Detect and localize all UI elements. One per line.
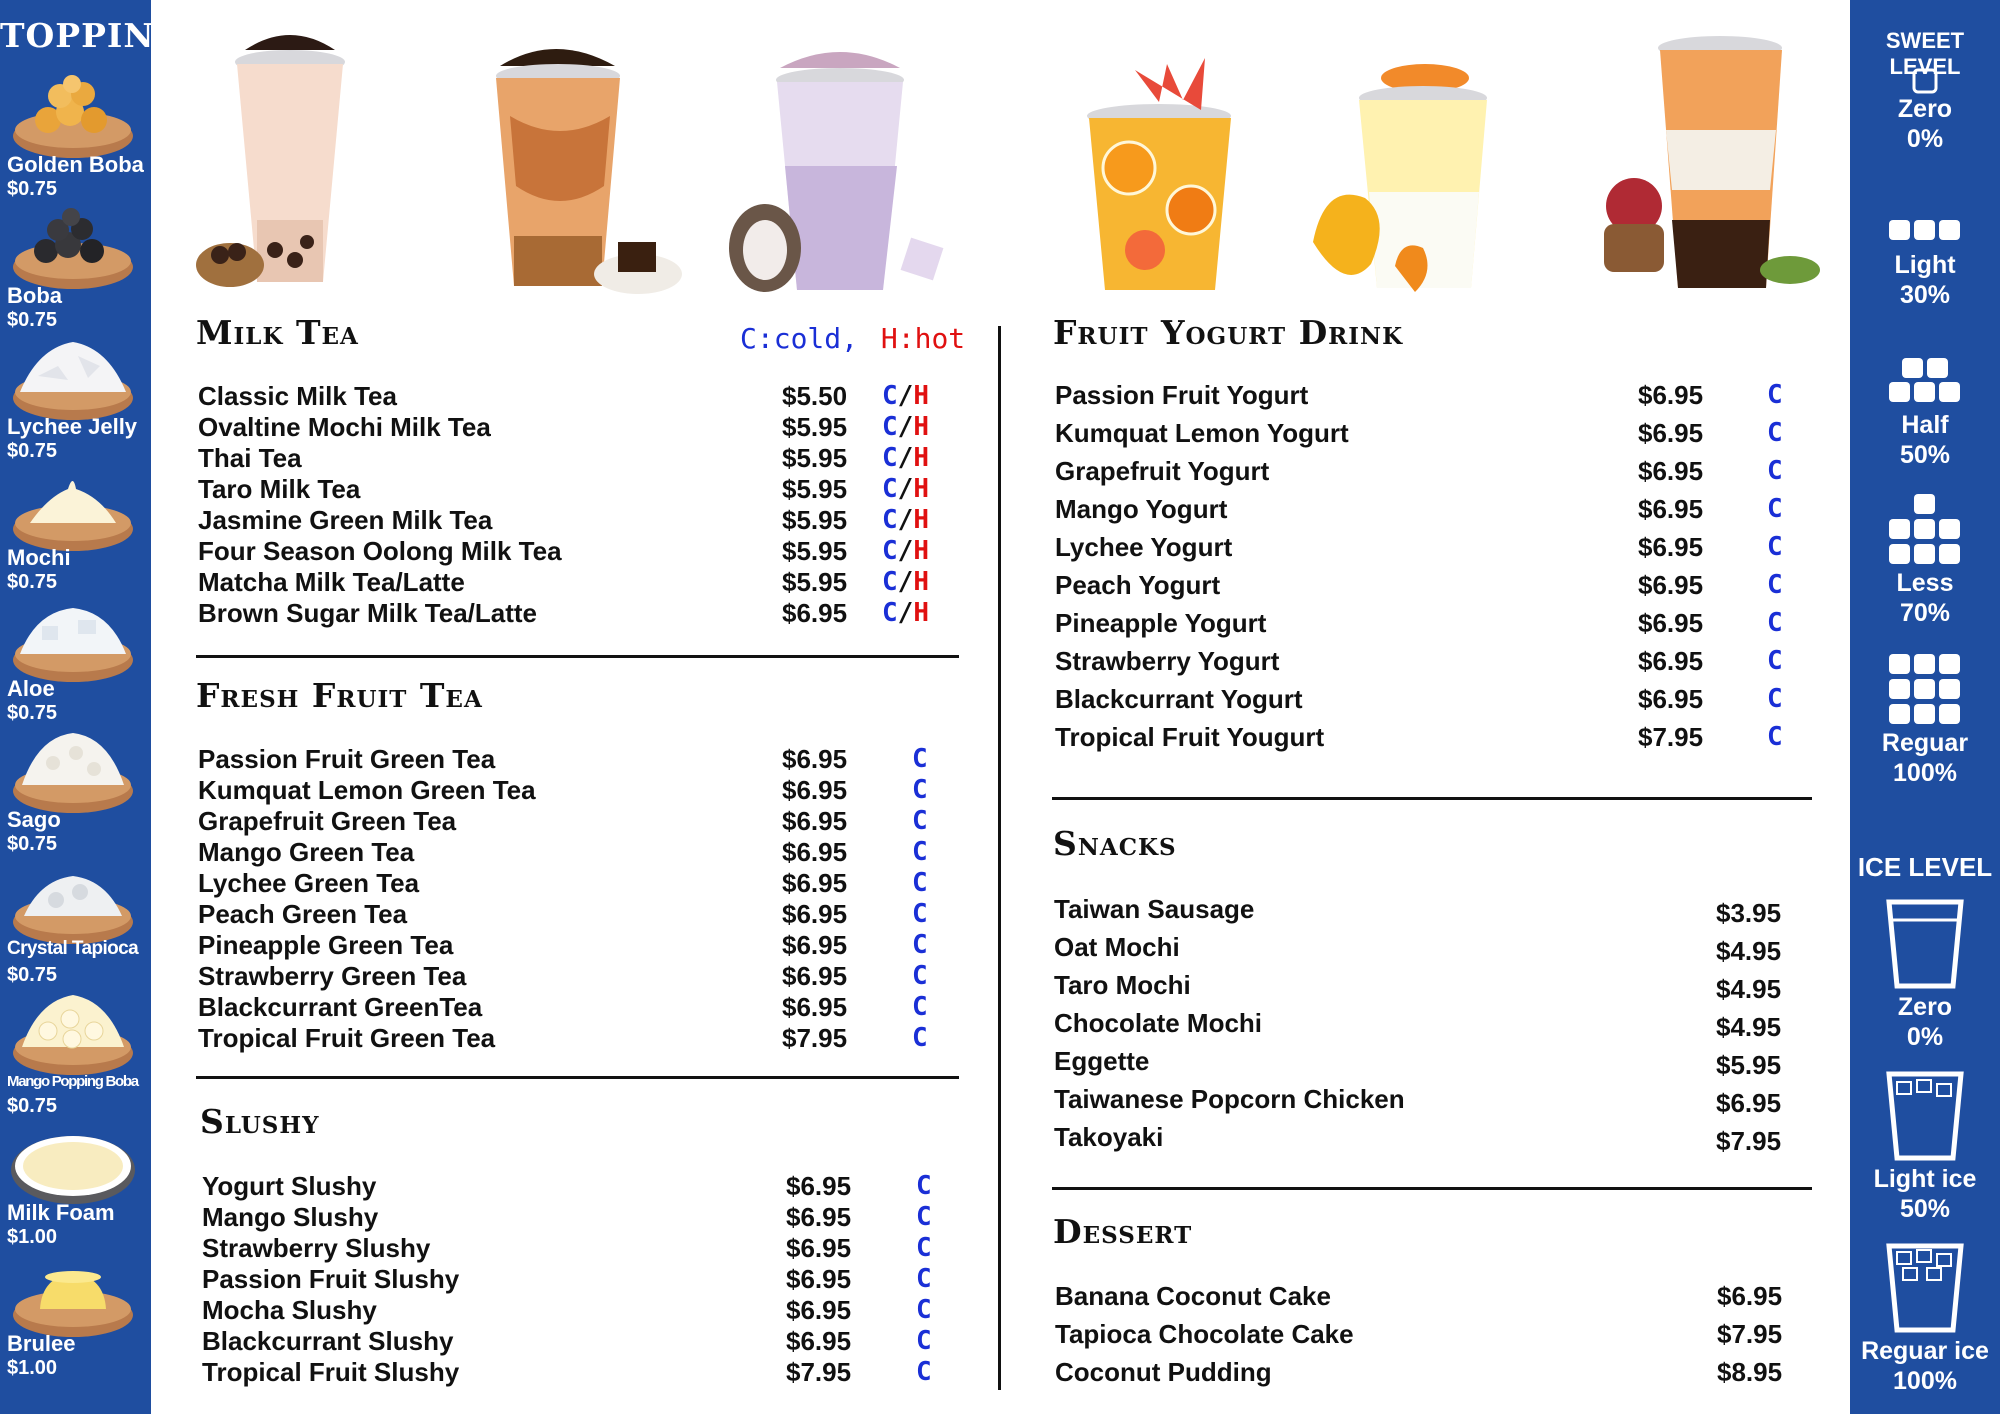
- topping-price: $0.75: [7, 702, 58, 724]
- item-name: Passion Fruit Yogurt: [1055, 380, 1309, 410]
- dessert-title: Dessert: [1053, 1212, 1193, 1251]
- list-item: [1055, 646, 1795, 684]
- topping-lychee-jelly: [0, 328, 151, 462]
- list-item: [1054, 932, 1814, 970]
- list-item: [198, 412, 938, 443]
- list-item: [198, 806, 938, 837]
- item-price: $6.95: [1717, 1281, 1783, 1311]
- crystal-tapioca-icon: [8, 860, 138, 950]
- list-item: [198, 868, 938, 899]
- classic-milk-tea-icon: [195, 20, 365, 295]
- level-sidebar: [1850, 0, 2000, 1414]
- item-name: Peach Yogurt: [1055, 570, 1221, 600]
- aloe-icon: [8, 598, 138, 688]
- temp-options: C/H: [882, 412, 929, 442]
- item-price: $6.95: [782, 930, 848, 960]
- level-percent: 30%: [1899, 281, 1951, 309]
- level-percent: 70%: [1899, 599, 1951, 627]
- topping-price: $0.75: [7, 440, 58, 462]
- item-price: $8.95: [1717, 1357, 1783, 1387]
- list-item: [198, 536, 938, 567]
- item-name: Mango Yogurt: [1055, 494, 1228, 524]
- item-name: Brown Sugar Milk Tea/Latte: [198, 598, 538, 628]
- item-price: $6.95: [1638, 494, 1704, 524]
- topping-name: Crystal Tapioca: [7, 938, 139, 959]
- list-item: [1055, 380, 1795, 418]
- list-item: [1055, 1319, 1815, 1357]
- item-price: $6.95: [782, 806, 848, 836]
- level-percent: 50%: [1899, 441, 1951, 469]
- level-name: Light: [1894, 251, 1956, 279]
- temp-option: C: [1767, 570, 1783, 600]
- item-price: $6.95: [786, 1295, 852, 1325]
- item-name: Pineapple Yogurt: [1055, 608, 1267, 638]
- list-item: [202, 1171, 942, 1202]
- item-name: Yogurt Slushy: [202, 1171, 377, 1201]
- list-item: [1054, 1122, 1814, 1160]
- list-item: [202, 1202, 942, 1233]
- temp-option: C: [912, 744, 928, 774]
- topping-price: $1.00: [7, 1357, 58, 1379]
- item-price: $3.95: [1716, 898, 1782, 928]
- item-price: $6.95: [1638, 456, 1704, 486]
- level-percent: 50%: [1899, 1195, 1951, 1223]
- level-name: Half: [1901, 411, 1949, 439]
- temp-option: C: [912, 1023, 928, 1053]
- topping-price: $0.75: [7, 309, 58, 331]
- list-item: [198, 381, 938, 412]
- list-item: [198, 930, 938, 961]
- item-name: Mango Slushy: [202, 1202, 379, 1232]
- empty-cube-icon: [1912, 68, 1938, 94]
- temp-option: C: [916, 1326, 932, 1356]
- item-name: Classic Milk Tea: [198, 381, 397, 411]
- ice-level-title: ICE LEVEL: [1857, 852, 1993, 882]
- item-price: $6.95: [786, 1202, 852, 1232]
- item-name: Matcha Milk Tea/Latte: [198, 567, 465, 597]
- level-name: Zero: [1897, 993, 1953, 1021]
- list-item: [1054, 1008, 1814, 1046]
- level-percent: 100%: [1893, 759, 1957, 787]
- temp-option: C: [916, 1295, 932, 1325]
- topping-title: TOPPING: [0, 16, 184, 55]
- topping-name: Brulee: [7, 1331, 76, 1356]
- list-item: [1055, 608, 1795, 646]
- fresh-fruit-tea-title: Fresh Fruit Tea: [196, 676, 483, 715]
- list-item: [198, 775, 938, 806]
- list-item: [202, 1233, 942, 1264]
- temp-option: C: [1767, 532, 1783, 562]
- item-price: $5.95: [782, 474, 848, 504]
- mango-yogurt-icon: [1305, 52, 1505, 297]
- ice-level-light: [1850, 1070, 2000, 1224]
- temp-option: C: [916, 1233, 932, 1263]
- item-name: Coconut Pudding: [1055, 1357, 1272, 1387]
- temp-option: C: [1767, 380, 1783, 410]
- temp-option: C: [912, 837, 928, 867]
- item-name: Taiwan Sausage: [1054, 894, 1255, 924]
- item-price: $5.95: [1716, 1050, 1782, 1080]
- topping-name: Boba: [7, 283, 62, 308]
- topping-price: $0.75: [7, 571, 58, 593]
- list-item: [202, 1264, 942, 1295]
- sweet-level-less: [1850, 492, 2000, 628]
- item-price: $6.95: [786, 1171, 852, 1201]
- item-name: Pineapple Green Tea: [198, 930, 454, 960]
- temp-option: C: [912, 775, 928, 805]
- sweet-level-zero: [1850, 68, 2000, 154]
- item-price: $6.95: [782, 961, 848, 991]
- topping-name: Golden Boba: [7, 152, 144, 177]
- list-item: [1055, 494, 1795, 532]
- topping-price: $0.75: [7, 833, 58, 855]
- item-price: $6.95: [1638, 646, 1704, 676]
- item-name: Blackcurrant Yogurt: [1055, 684, 1303, 714]
- item-price: $4.95: [1716, 1012, 1782, 1042]
- temperature-legend: [740, 322, 965, 355]
- item-name: Strawberry Green Tea: [198, 961, 467, 991]
- item-price: $6.95: [782, 899, 848, 929]
- list-item: [1055, 532, 1795, 570]
- item-name: Jasmine Green Milk Tea: [198, 505, 493, 535]
- item-name: Eggette: [1054, 1046, 1150, 1076]
- item-price: $6.95: [782, 837, 848, 867]
- temp-option: C: [1767, 608, 1783, 638]
- list-item: [1054, 1084, 1814, 1122]
- sugar-cubes-icon: [1888, 218, 1962, 242]
- mango-popping-boba-icon: [8, 991, 138, 1081]
- item-price: $7.95: [786, 1357, 852, 1387]
- topping-mochi: [0, 459, 151, 593]
- sugar-cubes-icon: [1888, 652, 1962, 726]
- temp-options: C/H: [882, 536, 929, 566]
- item-price: $6.95: [1638, 532, 1704, 562]
- ice-glass-icon: [1885, 1242, 1965, 1334]
- list-item: [198, 598, 938, 629]
- topping-name: Lychee Jelly: [7, 414, 138, 439]
- list-item: [198, 961, 938, 992]
- ice-level-zero: [1850, 898, 2000, 1052]
- list-item: [1055, 418, 1795, 456]
- milk-tea-title: Milk Tea: [196, 313, 359, 352]
- temp-option: C: [912, 930, 928, 960]
- temp-options: C/H: [882, 505, 929, 535]
- topping-mango-popping-boba: [0, 983, 151, 1117]
- boba-icon: [8, 205, 138, 295]
- item-price: $5.95: [782, 567, 848, 597]
- snacks-list: [1054, 894, 1814, 1160]
- level-name: Reguar ice: [1861, 1337, 1989, 1365]
- topping-name: Sago: [7, 807, 61, 832]
- list-item: [1055, 1357, 1815, 1395]
- item-name: Lychee Yogurt: [1055, 532, 1233, 562]
- temp-option: C: [1767, 722, 1783, 752]
- list-item: [1055, 570, 1795, 608]
- topping-aloe: [0, 590, 151, 724]
- fresh-fruit-tea-list: [198, 744, 938, 1054]
- item-name: Mango Green Tea: [198, 837, 415, 867]
- item-name: Strawberry Slushy: [202, 1233, 431, 1263]
- temp-option: C: [912, 868, 928, 898]
- item-price: $6.95: [786, 1264, 852, 1294]
- fruit-yogurt-list: [1055, 380, 1795, 760]
- level-name: Less: [1896, 569, 1954, 597]
- item-name: Kumquat Lemon Green Tea: [198, 775, 536, 805]
- temp-option: C: [916, 1357, 932, 1387]
- item-price: $5.50: [782, 381, 848, 411]
- taro-milk-tea-icon: [725, 36, 975, 298]
- item-name: Kumquat Lemon Yogurt: [1055, 418, 1349, 448]
- item-name: Blackcurrant Slushy: [202, 1326, 454, 1356]
- item-price: $4.95: [1716, 936, 1782, 966]
- temp-options: C/H: [882, 381, 929, 411]
- list-item: [1054, 970, 1814, 1008]
- empty-glass-icon: [1885, 898, 1965, 990]
- passion-fruit-tea-icon: [1075, 50, 1247, 298]
- list-item: [1055, 456, 1795, 494]
- item-price: $5.95: [782, 412, 848, 442]
- topping-name: Milk Foam: [7, 1200, 115, 1225]
- list-item: [198, 1023, 938, 1054]
- item-name: Four Season Oolong Milk Tea: [198, 536, 562, 566]
- sweet-level-half: [1850, 356, 2000, 470]
- list-item: [1054, 894, 1814, 932]
- item-name: Taro Mochi: [1054, 970, 1191, 1000]
- item-price: $7.95: [782, 1023, 848, 1053]
- item-price: $6.95: [782, 992, 848, 1022]
- topping-price: $0.75: [7, 964, 58, 986]
- temp-options: C/H: [882, 598, 929, 628]
- item-price: $5.95: [782, 536, 848, 566]
- slushy-list: [202, 1171, 942, 1388]
- topping-crystal-tapioca: [0, 852, 151, 986]
- item-name: Thai Tea: [198, 443, 302, 473]
- cold-text: :cold,: [756, 322, 859, 355]
- item-price: $6.95: [782, 744, 848, 774]
- topping-milk-foam: [0, 1114, 151, 1248]
- temp-option: C: [916, 1202, 932, 1232]
- item-price: $5.95: [782, 443, 848, 473]
- cold-key: C: [740, 322, 757, 355]
- item-name: Tapioca Chocolate Cake: [1055, 1319, 1354, 1349]
- item-name: Takoyaki: [1054, 1122, 1164, 1152]
- topping-golden-boba: [0, 66, 151, 200]
- list-item: [198, 744, 938, 775]
- item-name: Tropical Fruit Yougurt: [1055, 722, 1325, 752]
- item-price: $6.95: [782, 775, 848, 805]
- level-name: Light ice: [1873, 1165, 1977, 1193]
- topping-brulee: [0, 1245, 151, 1379]
- item-price: $4.95: [1716, 974, 1782, 1004]
- temp-options: C/H: [882, 443, 929, 473]
- item-name: Oat Mochi: [1054, 932, 1180, 962]
- hot-key: H: [880, 322, 898, 355]
- item-price: $7.95: [1716, 1126, 1782, 1156]
- milk-foam-icon: [8, 1122, 138, 1212]
- list-item: [198, 443, 938, 474]
- sweet-level-light: [1850, 218, 2000, 310]
- item-name: Tropical Fruit Green Tea: [198, 1023, 496, 1053]
- temp-option: C: [912, 806, 928, 836]
- item-price: $6.95: [1638, 684, 1704, 714]
- item-name: Tropical Fruit Slushy: [202, 1357, 460, 1387]
- hot-text: :hot: [897, 322, 966, 355]
- item-name: Passion Fruit Slushy: [202, 1264, 460, 1294]
- list-item: [198, 474, 938, 505]
- item-price: $7.95: [1638, 722, 1704, 752]
- item-price: $6.95: [782, 868, 848, 898]
- temp-option: C: [912, 961, 928, 991]
- item-price: $6.95: [1638, 418, 1704, 448]
- list-item: [198, 567, 938, 598]
- list-item: [202, 1326, 942, 1357]
- sugar-cubes-icon: [1888, 356, 1962, 404]
- temp-options: C/H: [882, 474, 929, 504]
- item-price: $7.95: [1717, 1319, 1783, 1349]
- level-percent: 100%: [1893, 1367, 1957, 1395]
- item-name: Banana Coconut Cake: [1055, 1281, 1331, 1311]
- divider: [196, 1076, 959, 1079]
- tropical-fruit-tea-icon: [1600, 20, 1820, 298]
- item-name: Passion Fruit Green Tea: [198, 744, 496, 774]
- temp-option: C: [1767, 456, 1783, 486]
- level-name: Reguar: [1881, 729, 1969, 757]
- milk-tea-list: [198, 381, 938, 629]
- lychee-jelly-icon: [8, 336, 138, 426]
- level-percent: 0%: [1906, 1023, 1944, 1051]
- fruit-yogurt-title: Fruit Yogurt Drink: [1053, 313, 1404, 352]
- divider: [1052, 797, 1812, 800]
- item-name: Strawberry Yogurt: [1055, 646, 1280, 676]
- item-price: $6.95: [1638, 380, 1704, 410]
- item-name: Mocha Slushy: [202, 1295, 377, 1325]
- list-item: [198, 505, 938, 536]
- mochi-icon: [8, 467, 138, 557]
- topping-price: $0.75: [7, 178, 58, 200]
- item-name: Blackcurrant GreenTea: [198, 992, 483, 1022]
- list-item: [1055, 1281, 1815, 1319]
- temp-option: C: [1767, 418, 1783, 448]
- topping-price: $1.00: [7, 1226, 58, 1248]
- topping-sidebar: [0, 0, 184, 1414]
- item-price: $6.95: [1638, 608, 1704, 638]
- sugar-cubes-icon: [1888, 492, 1962, 566]
- snacks-title: Snacks: [1053, 824, 1177, 863]
- item-name: Taro Milk Tea: [198, 474, 361, 504]
- list-item: [202, 1357, 942, 1388]
- list-item: [1055, 684, 1795, 722]
- topping-name: Mochi: [7, 545, 71, 570]
- golden-boba-icon: [8, 74, 138, 164]
- brown-sugar-milk-tea-icon: [470, 36, 685, 298]
- sweet-level-regular: [1850, 652, 2000, 788]
- dessert-list: [1055, 1281, 1815, 1395]
- item-name: Grapefruit Green Tea: [198, 806, 457, 836]
- divider: [196, 655, 959, 658]
- item-price: $5.95: [782, 505, 848, 535]
- item-name: Ovaltine Mochi Milk Tea: [198, 412, 491, 442]
- topping-boba: [0, 197, 151, 331]
- level-name: Zero: [1897, 95, 1953, 123]
- temp-option: C: [912, 992, 928, 1022]
- topping-price: $0.75: [7, 1095, 58, 1117]
- list-item: [202, 1295, 942, 1326]
- item-price: $6.95: [1638, 570, 1704, 600]
- list-item: [1054, 1046, 1814, 1084]
- divider: [1052, 1187, 1812, 1190]
- ice-level-regular: [1850, 1242, 2000, 1396]
- item-price: $6.95: [782, 598, 848, 628]
- sweet-level-title: SWEET LEVEL: [1885, 28, 1965, 79]
- temp-option: C: [1767, 494, 1783, 524]
- level-percent: 0%: [1906, 125, 1944, 153]
- item-price: $6.95: [1716, 1088, 1782, 1118]
- item-price: $6.95: [786, 1233, 852, 1263]
- temp-option: C: [1767, 684, 1783, 714]
- temp-options: C/H: [882, 567, 929, 597]
- sago-icon: [8, 729, 138, 819]
- topping-name: Mango Popping Boba: [7, 1073, 138, 1090]
- list-item: [198, 992, 938, 1023]
- brulee-icon: [8, 1253, 138, 1343]
- item-name: Lychee Green Tea: [198, 868, 420, 898]
- topping-name: Aloe: [7, 676, 55, 701]
- item-name: Chocolate Mochi: [1054, 1008, 1263, 1038]
- column-divider: [998, 326, 1001, 1390]
- item-name: Peach Green Tea: [198, 899, 408, 929]
- topping-sago: [0, 721, 151, 855]
- list-item: [198, 899, 938, 930]
- temp-option: C: [912, 899, 928, 929]
- slushy-title: Slushy: [200, 1102, 320, 1141]
- list-item: [198, 837, 938, 868]
- item-name: Grapefruit Yogurt: [1055, 456, 1270, 486]
- temp-option: C: [916, 1264, 932, 1294]
- list-item: [1055, 722, 1795, 760]
- item-price: $6.95: [786, 1326, 852, 1356]
- temp-option: C: [1767, 646, 1783, 676]
- temp-option: C: [916, 1171, 932, 1201]
- ice-glass-icon: [1885, 1070, 1965, 1162]
- item-name: Taiwanese Popcorn Chicken: [1054, 1084, 1405, 1114]
